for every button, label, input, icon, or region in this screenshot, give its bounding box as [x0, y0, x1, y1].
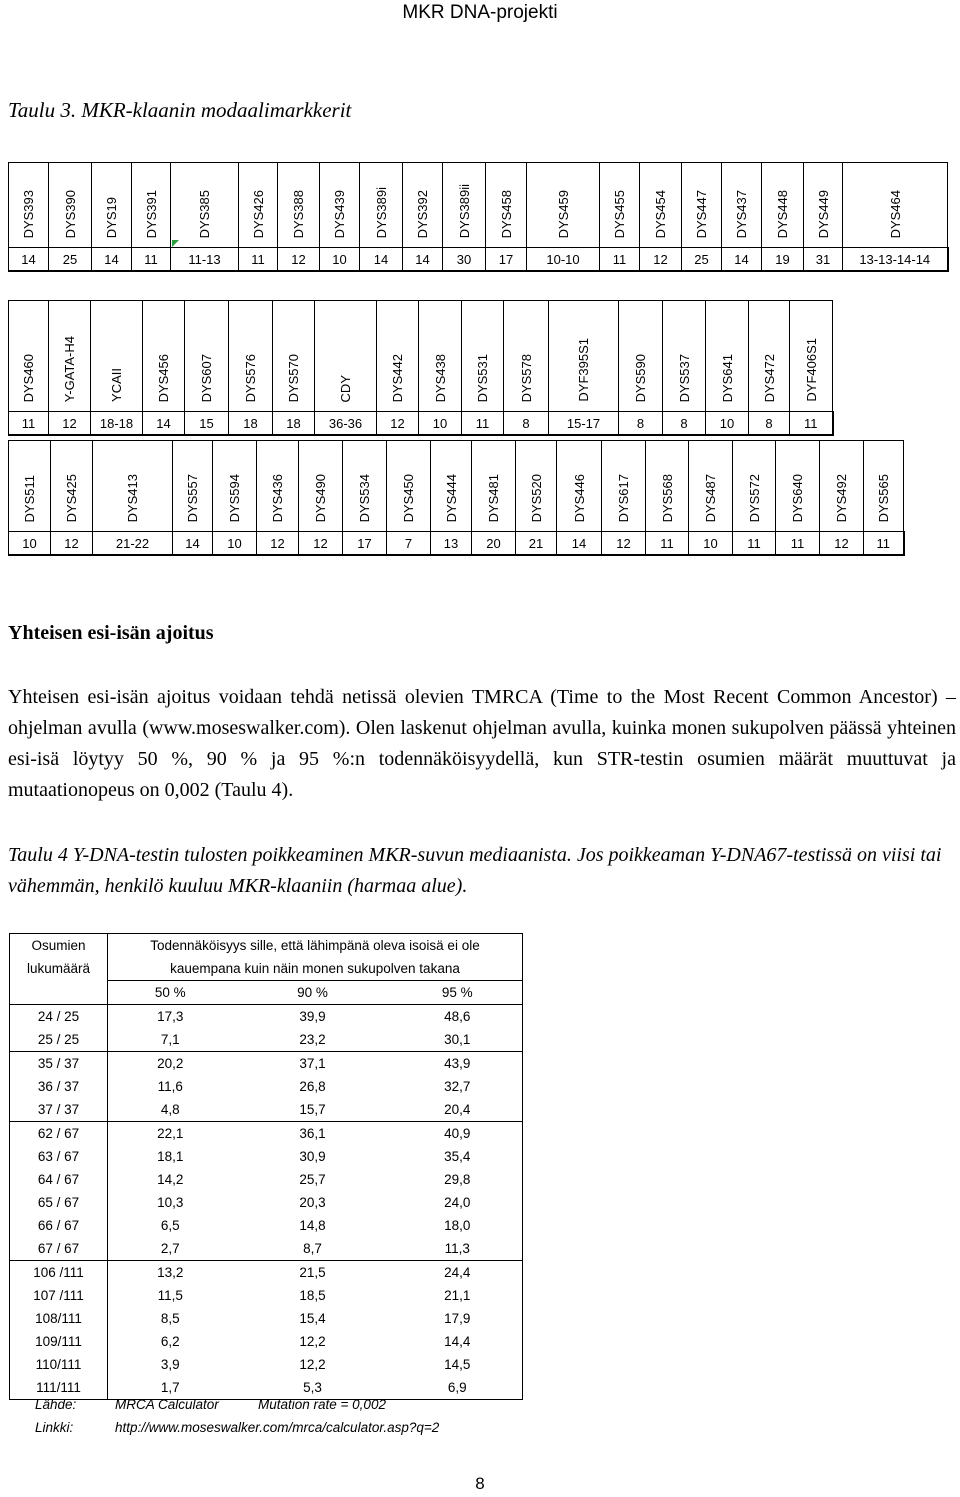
marker-name	[776, 441, 820, 532]
marker-name	[804, 163, 843, 248]
marker-name-text: DYS413	[125, 473, 140, 522]
marker-value: 10	[419, 412, 462, 436]
col-header-95: 95 %	[393, 981, 523, 1005]
marker-name-text: DYS570	[286, 353, 301, 402]
probability-cell: 43,9	[393, 1052, 523, 1076]
marker-name-text: DYS572	[746, 473, 762, 522]
marker-name-text: DYS576	[243, 353, 258, 402]
marker-name	[527, 163, 600, 248]
cell-comment-marker	[172, 240, 179, 247]
col-header-90: 90 %	[233, 981, 393, 1005]
marker-name-text: DYS442	[390, 353, 405, 402]
probability-cell: 12,2	[299, 1334, 326, 1349]
marker-name-text: DYS520	[528, 473, 544, 522]
marker-name	[320, 163, 360, 248]
marker-name-text: DYS460	[21, 353, 36, 402]
marker-name-text: DYS490	[313, 473, 328, 522]
marker-name	[749, 301, 790, 412]
probability-cell: 30,1	[393, 1028, 523, 1052]
probability-cell: 40,9	[393, 1122, 523, 1146]
marker-value: 12	[51, 532, 93, 556]
probability-table	[9, 933, 523, 1400]
marker-name	[49, 163, 92, 248]
probability-cell: 15,7	[233, 1098, 393, 1122]
probability-cell: 39,9	[299, 1009, 326, 1024]
probability-cell: 13,2	[157, 1265, 184, 1280]
marker-name-text: DYS464	[887, 189, 903, 238]
marker-name-text: DYS578	[518, 353, 534, 402]
marker-name-text: DYS456	[156, 353, 171, 402]
marker-name-text: CDY	[338, 374, 353, 402]
marker-name	[602, 441, 646, 532]
table-row	[10, 1353, 523, 1376]
marker-name	[516, 441, 557, 532]
marker-value: 11	[9, 412, 49, 436]
marker-name	[51, 441, 93, 532]
marker-name	[9, 163, 49, 248]
marker-name-text: DYS607	[199, 353, 214, 402]
marker-name-text: DYS393	[21, 189, 36, 238]
marker-name-text: DYS557	[185, 473, 200, 522]
marker-name	[486, 163, 527, 248]
marker-value: 11	[733, 532, 776, 556]
marker-name	[640, 163, 682, 248]
marker-name-text: DYS391	[143, 189, 159, 238]
probability-cell: 11,6	[157, 1079, 183, 1094]
matches-cell: 36 / 37	[10, 1075, 108, 1098]
table-row	[10, 1098, 523, 1122]
matches-cell: 108/111	[10, 1307, 108, 1330]
marker-name	[419, 301, 462, 412]
marker-value: 8	[619, 412, 663, 436]
marker-name	[462, 301, 504, 412]
marker-name-text: DYS511	[22, 474, 37, 522]
marker-name-text: DYS392	[415, 189, 430, 238]
table-row	[10, 1052, 523, 1076]
marker-value: 12	[49, 412, 91, 436]
marker-name	[431, 441, 472, 532]
marker-value: 11	[462, 412, 504, 436]
marker-name-text: DYS459	[555, 189, 571, 238]
probability-cell: 26,8	[299, 1079, 326, 1094]
matches-cell: 63 / 67	[10, 1145, 108, 1168]
marker-name-text: DYS640	[790, 473, 805, 522]
marker-value: 12	[602, 532, 646, 556]
marker-value: 21-22	[93, 532, 173, 556]
matches-cell: 64 / 67	[10, 1168, 108, 1191]
marker-name-text: DYS437	[734, 189, 749, 238]
marker-name	[132, 163, 171, 248]
marker-name-text: DYS481	[486, 473, 501, 522]
marker-name-text: DYS531	[475, 353, 490, 402]
marker-name-text: DYF395S1	[576, 338, 591, 402]
probability-cell: 17,9	[393, 1307, 523, 1330]
marker-value: 14	[403, 248, 443, 272]
matches-cell: 65 / 67	[10, 1191, 108, 1214]
probability-cell: 18,5	[299, 1288, 326, 1303]
marker-name-text: DYS537	[676, 353, 692, 402]
marker-value: 12	[640, 248, 682, 272]
marker-name	[171, 163, 239, 248]
marker-value: 14	[722, 248, 762, 272]
probability-cell: 8,7	[233, 1237, 393, 1261]
marker-name-text: YCAII	[109, 368, 124, 402]
marker-name-text: DYF406S1	[803, 338, 819, 402]
marker-value: 12	[257, 532, 299, 556]
matches-cell: 35 / 37	[10, 1052, 108, 1076]
marker-name	[273, 301, 315, 412]
probability-cell: 20,3	[299, 1195, 326, 1210]
marker-name-text: DYS389ii	[456, 183, 472, 238]
probability-cell: 17,3	[157, 1009, 184, 1024]
marker-name-text: DYS568	[659, 473, 675, 522]
marker-value: 18-18	[91, 412, 143, 436]
marker-name	[360, 163, 403, 248]
marker-value: 25	[682, 248, 722, 272]
marker-name	[864, 441, 904, 532]
probability-cell: 48,6	[393, 1005, 523, 1029]
marker-value: 14	[9, 248, 49, 272]
marker-name	[315, 301, 377, 412]
marker-name-text: DYS617	[616, 473, 631, 522]
marker-value: 11	[600, 248, 640, 272]
marker-name-text: DYS641	[719, 353, 735, 402]
marker-value: 11	[646, 532, 689, 556]
marker-name	[689, 441, 733, 532]
probability-cell: 6,9	[393, 1376, 523, 1400]
table-row	[10, 1028, 523, 1052]
page-number: 8	[475, 1474, 485, 1493]
probability-cell: 7,1	[108, 1028, 233, 1052]
marker-value: 36-36	[315, 412, 377, 436]
table-row	[10, 1284, 523, 1307]
marker-name	[722, 163, 762, 248]
marker-value: 12	[299, 532, 343, 556]
marker-value: 25	[49, 248, 92, 272]
probability-cell: 20,4	[393, 1098, 523, 1122]
marker-value: 14	[557, 532, 602, 556]
col-header-matches-2: lukumäärä	[10, 957, 108, 981]
marker-name-text: DYS450	[401, 473, 416, 522]
matches-cell: 37 / 37	[10, 1098, 108, 1122]
marker-name	[557, 441, 602, 532]
marker-value: 12	[820, 532, 864, 556]
probability-cell: 20,2	[157, 1056, 184, 1071]
marker-table-1	[8, 162, 949, 272]
marker-name	[278, 163, 320, 248]
marker-value: 7	[387, 532, 431, 556]
marker-name	[213, 441, 257, 532]
marker-name-text: DYS487	[703, 473, 718, 522]
marker-name	[843, 163, 948, 248]
marker-name	[733, 441, 776, 532]
probability-cell: 1,7	[108, 1376, 233, 1400]
marker-value: 12	[377, 412, 419, 436]
marker-table-3	[8, 440, 905, 556]
probability-cell: 4,8	[108, 1098, 233, 1122]
marker-name	[377, 301, 419, 412]
marker-name	[229, 301, 273, 412]
page-header: MKR DNA-projekti	[402, 2, 558, 23]
marker-name-text: DYS565	[876, 473, 891, 522]
marker-name	[9, 301, 49, 412]
marker-value: 10	[213, 532, 257, 556]
probability-cell: 21,1	[393, 1284, 523, 1307]
marker-name-text: DYS426	[250, 189, 266, 238]
col-header-50: 50 %	[108, 981, 233, 1005]
marker-name-text: DYS454	[653, 189, 668, 238]
marker-name-text: DYS19	[104, 196, 119, 238]
marker-name	[762, 163, 804, 248]
marker-name	[49, 301, 91, 412]
probability-cell: 30,9	[299, 1149, 326, 1164]
marker-value: 14	[143, 412, 185, 436]
marker-name	[682, 163, 722, 248]
probability-cell: 32,7	[393, 1075, 523, 1098]
marker-value: 15	[185, 412, 229, 436]
table-row	[10, 1237, 523, 1261]
section-heading: Yhteisen esi-isän ajoitus	[8, 622, 214, 644]
marker-name	[185, 301, 229, 412]
marker-value: 11	[864, 532, 904, 556]
marker-name-text: DYS389i	[373, 186, 389, 238]
marker-value: 14	[360, 248, 403, 272]
source-mutation-rate: Mutation rate = 0,002	[258, 1397, 386, 1412]
source-label: Lähde:	[35, 1397, 77, 1412]
link-label: Linkki:	[35, 1420, 74, 1435]
probability-cell: 35,4	[393, 1145, 523, 1168]
table4-caption: Taulu 4 Y-DNA-testin tulosten poikkeaminen MKR-suvun mediaanista. Jos poikkeaman Y-DNA67-testissä on viisi tai vähemmän, henkilö kuuluu MKR-klaaniin (harmaa alue).	[8, 844, 942, 897]
table-row	[10, 1261, 523, 1285]
marker-value: 8	[749, 412, 790, 436]
table-row	[10, 1307, 523, 1330]
marker-value: 11-13	[171, 248, 239, 272]
probability-cell: 37,1	[299, 1056, 326, 1071]
probability-cell: 12,2	[299, 1357, 326, 1372]
matches-cell: 109/111	[10, 1330, 108, 1353]
marker-value: 10	[9, 532, 51, 556]
marker-value: 11	[239, 248, 278, 272]
marker-name-text: Y-GATA-H4	[62, 335, 77, 402]
marker-name	[549, 301, 619, 412]
marker-name	[646, 441, 689, 532]
marker-name-text: DYS534	[357, 473, 372, 522]
matches-cell: 62 / 67	[10, 1122, 108, 1146]
probability-cell: 21,5	[299, 1265, 326, 1280]
probability-cell: 25,7	[299, 1172, 326, 1187]
matches-cell: 111/111	[10, 1376, 108, 1400]
marker-value: 18	[229, 412, 273, 436]
marker-name-text: DYS472	[761, 353, 777, 402]
probability-cell: 14,5	[393, 1353, 523, 1376]
probability-cell: 18,1	[157, 1149, 184, 1164]
table-row	[10, 1191, 523, 1214]
probability-cell: 36,1	[299, 1126, 326, 1141]
table-row	[10, 1168, 523, 1191]
marker-value: 10	[320, 248, 360, 272]
marker-name	[403, 163, 443, 248]
table-row	[10, 1330, 523, 1353]
probability-cell: 10,3	[157, 1195, 184, 1210]
marker-name	[443, 163, 486, 248]
marker-name	[92, 163, 132, 248]
marker-name	[504, 301, 549, 412]
marker-value: 10	[706, 412, 749, 436]
matches-cell: 107 /111	[10, 1284, 108, 1307]
marker-name-text: DYS390	[62, 189, 78, 238]
marker-name	[387, 441, 431, 532]
marker-value: 11	[790, 412, 833, 436]
probability-cell: 5,3	[233, 1376, 393, 1400]
marker-name-text: DYS447	[694, 189, 709, 238]
marker-value: 18	[273, 412, 315, 436]
probability-cell: 23,2	[233, 1028, 393, 1052]
marker-name	[790, 301, 833, 412]
marker-value: 10-10	[527, 248, 600, 272]
marker-name-text: DYS436	[270, 473, 285, 522]
probability-cell: 8,5	[160, 1311, 180, 1326]
marker-name-text: DYS444	[443, 473, 459, 522]
marker-name-text: DYS438	[432, 353, 448, 402]
marker-value: 19	[762, 248, 804, 272]
probability-cell: 6,5	[160, 1218, 180, 1233]
table-row	[10, 1005, 523, 1029]
marker-name-text: DYS425	[64, 473, 79, 522]
marker-name	[299, 441, 343, 532]
marker-name-text: DYS455	[612, 189, 627, 238]
marker-table-2	[8, 300, 834, 436]
probability-cell: 14,8	[299, 1218, 326, 1233]
marker-name-text: DYS594	[227, 473, 242, 522]
matches-cell: 24 / 25	[10, 1005, 108, 1029]
marker-value: 14	[92, 248, 132, 272]
probability-cell: 6,2	[160, 1334, 180, 1349]
table-row	[10, 1145, 523, 1168]
marker-value: 12	[278, 248, 320, 272]
probability-cell: 14,2	[157, 1172, 184, 1187]
marker-name	[239, 163, 278, 248]
marker-name-text: DYS448	[775, 189, 790, 238]
probability-cell: 29,8	[393, 1168, 523, 1191]
marker-name-text: DYS492	[834, 473, 849, 522]
marker-name-text: DYS385	[197, 189, 212, 238]
marker-value: 21	[516, 532, 557, 556]
marker-name	[820, 441, 864, 532]
marker-name-text: DYS388	[291, 189, 306, 238]
marker-value: 30	[443, 248, 486, 272]
marker-value: 14	[173, 532, 213, 556]
marker-name	[91, 301, 143, 412]
probability-cell: 22,1	[157, 1126, 184, 1141]
marker-value: 8	[504, 412, 549, 436]
marker-name	[472, 441, 516, 532]
marker-name	[663, 301, 706, 412]
marker-name-text: DYS590	[633, 353, 648, 402]
probability-cell: 2,7	[108, 1237, 233, 1261]
col-header-matches-1: Osumien	[10, 934, 108, 958]
marker-value: 20	[472, 532, 516, 556]
marker-value: 13	[431, 532, 472, 556]
marker-value: 15-17	[549, 412, 619, 436]
probability-cell: 11,3	[393, 1237, 523, 1261]
table3-caption: Taulu 3. MKR-klaanin modaalimarkkerit	[8, 98, 352, 122]
probability-cell: 11,5	[157, 1288, 183, 1303]
matches-cell: 25 / 25	[10, 1028, 108, 1052]
marker-value: 31	[804, 248, 843, 272]
marker-name	[600, 163, 640, 248]
marker-name-text: DYS458	[498, 189, 514, 238]
marker-name	[619, 301, 663, 412]
body-paragraph: Yhteisen esi-isän ajoitus voidaan tehdä netissä olevien TMRCA (Time to the Most Recent Common Ancestor) – ohjelman avulla (www.moseswalker.com). Olen laskenut ohjelman avulla, kuinka monen sukupolven päässä yhteinen esi-isä löytyy 50 %, 90 % ja 95 %:n todennäköisyydellä, kun STR-testin osumien määrät muuttuvat ja mutaationopeus on 0,002 (Taulu 4).	[8, 686, 956, 801]
table-row	[10, 1075, 523, 1098]
table-row	[10, 1122, 523, 1146]
marker-value: 11	[132, 248, 171, 272]
marker-name-text: DYS446	[571, 473, 587, 522]
probability-cell: 24,0	[393, 1191, 523, 1214]
probability-cell: 24,4	[393, 1261, 523, 1285]
probability-cell: 18,0	[393, 1214, 523, 1237]
matches-cell: 67 / 67	[10, 1237, 108, 1261]
marker-name	[93, 441, 173, 532]
source-calculator: MRCA Calculator	[115, 1397, 219, 1412]
matches-cell: 66 / 67	[10, 1214, 108, 1237]
marker-value: 17	[343, 532, 387, 556]
marker-name	[143, 301, 185, 412]
probability-cell: 14,4	[393, 1330, 523, 1353]
marker-name	[343, 441, 387, 532]
marker-name	[706, 301, 749, 412]
col-header-prob-2: kauempana kuin näin monen sukupolven takana	[108, 957, 523, 981]
col-header-prob-1: Todennäköisyys sille, että lähimpänä oleva isoisä ei ole	[108, 934, 523, 958]
marker-value: 10	[689, 532, 733, 556]
matches-cell: 110/111	[10, 1353, 108, 1376]
marker-name	[173, 441, 213, 532]
marker-name	[257, 441, 299, 532]
matches-cell: 106 /111	[10, 1261, 108, 1285]
marker-value: 8	[663, 412, 706, 436]
marker-value: 11	[776, 532, 820, 556]
probability-cell: 15,4	[299, 1311, 326, 1326]
table-row	[10, 1376, 523, 1400]
marker-name	[9, 441, 51, 532]
probability-cell: 3,9	[160, 1357, 180, 1372]
marker-name-text: DYS439	[332, 189, 347, 238]
table-row	[10, 1214, 523, 1237]
marker-name-text: DYS449	[815, 189, 831, 238]
link-url[interactable]: http://www.moseswalker.com/mrca/calculator.asp?q=2	[115, 1420, 440, 1435]
marker-value: 13-13-14-14	[843, 248, 948, 272]
marker-value: 17	[486, 248, 527, 272]
